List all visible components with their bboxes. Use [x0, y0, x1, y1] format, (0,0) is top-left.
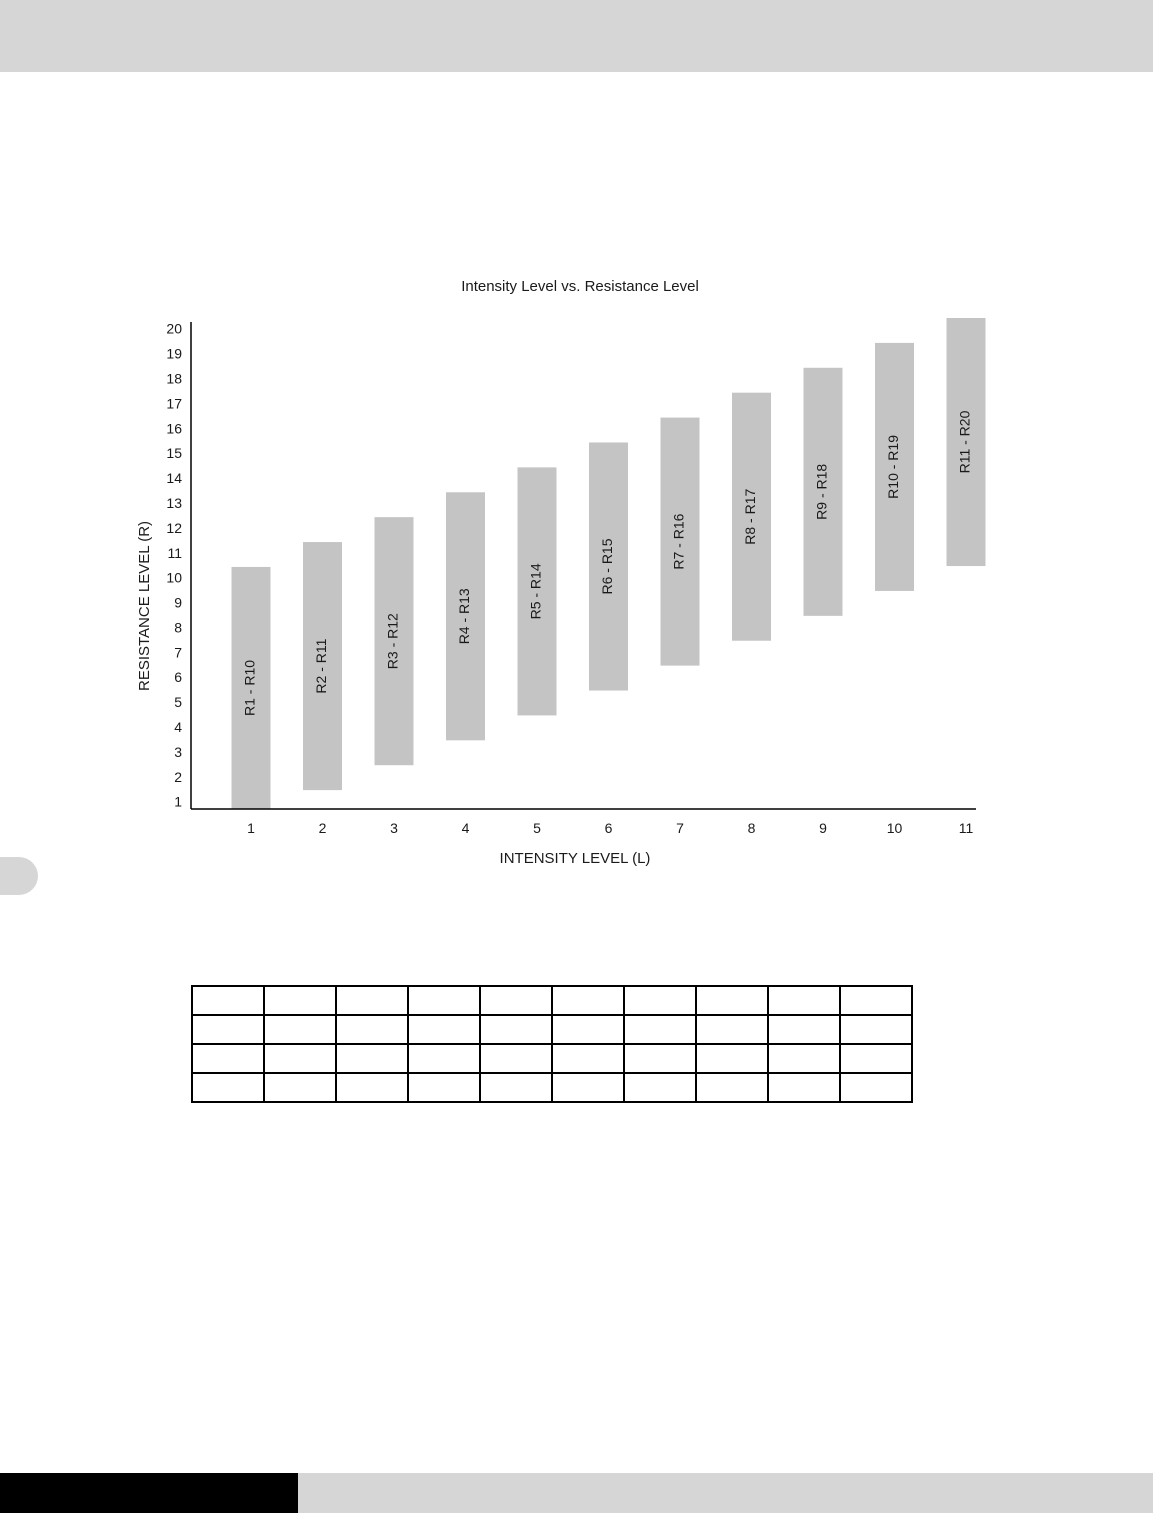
table-cell [840, 1044, 912, 1073]
table-cell [264, 986, 336, 1015]
table-cell [408, 1073, 480, 1102]
range-bar-label: R2 - R11 [313, 638, 330, 694]
table-cell [480, 1015, 552, 1044]
x-tick-labels [247, 820, 973, 836]
table-cell [840, 1015, 912, 1044]
table-cell [264, 1073, 336, 1102]
x-tick-label: 8 [747, 820, 756, 836]
table-cell [624, 1044, 696, 1073]
table-cell [696, 986, 768, 1015]
y-tick-label: 20 [166, 320, 182, 337]
table-cell [192, 1015, 264, 1044]
chart-title: Intensity Level vs. Resistance Level [461, 278, 699, 295]
y-tick-label: 3 [174, 743, 182, 760]
footer-black-block [0, 1473, 298, 1513]
table-row [192, 1044, 912, 1073]
table-row [192, 1015, 912, 1044]
range-bar-label: R10 - R19 [885, 435, 902, 499]
x-tick-label: 1 [247, 820, 255, 836]
table-cell [192, 1044, 264, 1073]
range-bar-label: R5 - R14 [527, 563, 544, 620]
range-bar-label: R7 - R16 [670, 513, 687, 570]
table-cell [768, 986, 840, 1015]
table-cell [408, 1044, 480, 1073]
range-bar-label: R8 - R17 [742, 488, 759, 545]
intensity-resistance-chart [0, 260, 1153, 880]
y-tick-label: 1 [174, 793, 182, 810]
x-tick-label: 5 [533, 820, 541, 836]
table-cell [408, 986, 480, 1015]
x-axis-label: INTENSITY LEVEL (L) [499, 850, 651, 867]
table-cell [840, 986, 912, 1015]
table-cell [552, 1044, 624, 1073]
range-bar-label: R6 - R15 [599, 538, 616, 595]
table-cell [624, 986, 696, 1015]
footer-band [0, 1473, 1153, 1513]
y-tick-label: 6 [174, 669, 182, 686]
x-tick-label: 2 [318, 820, 327, 836]
table-cell [336, 1015, 408, 1044]
y-tick-label: 9 [174, 594, 182, 611]
table-row [192, 986, 912, 1015]
y-tick-label: 12 [166, 519, 182, 536]
y-tick-label: 11 [167, 544, 182, 561]
table-cell [552, 1073, 624, 1102]
x-tick-label: 9 [819, 820, 827, 836]
table-cell [480, 1073, 552, 1102]
y-tick-label: 10 [166, 569, 182, 586]
y-tick-label: 8 [174, 619, 182, 636]
table-cell [408, 1015, 480, 1044]
y-tick-label: 4 [174, 719, 182, 736]
table-cell [768, 1044, 840, 1073]
table-cell [552, 986, 624, 1015]
y-tick-label: 2 [174, 768, 182, 785]
x-tick-label: 10 [886, 820, 903, 836]
range-bar-label: R4 - R13 [456, 588, 473, 645]
table-row [192, 1073, 912, 1102]
header-band [0, 0, 1153, 72]
table-cell [264, 1044, 336, 1073]
table-cell [768, 1073, 840, 1102]
table-cell [696, 1073, 768, 1102]
x-tick-label: 3 [390, 820, 398, 836]
y-axis-label: RESISTANCE LEVEL (R) [136, 520, 153, 692]
y-tick-label: 15 [166, 445, 182, 462]
range-bar-label: R1 - R10 [241, 659, 258, 716]
table-cell [336, 1073, 408, 1102]
table-cell [768, 1015, 840, 1044]
range-bar-label: R11 - R20 [956, 410, 973, 474]
table-cell [696, 1015, 768, 1044]
y-tick-label: 7 [174, 644, 182, 661]
y-tick-label: 17 [166, 395, 182, 412]
x-tick-label: 11 [958, 820, 974, 836]
table-cell [480, 986, 552, 1015]
y-tick-label: 14 [166, 470, 182, 487]
x-tick-label: 7 [676, 820, 684, 836]
y-tick-label: 16 [166, 420, 182, 437]
x-tick-label: 4 [461, 820, 470, 836]
y-tick-labels [166, 321, 182, 810]
table-cell [336, 986, 408, 1015]
table-cell [264, 1015, 336, 1044]
table-cell [696, 1044, 768, 1073]
x-tick-label: 6 [604, 820, 613, 836]
table-cell [840, 1073, 912, 1102]
range-bar-label: R3 - R12 [384, 613, 401, 670]
table-cell [480, 1044, 552, 1073]
y-tick-label: 18 [166, 370, 182, 387]
blank-table [191, 985, 913, 1103]
range-bar-label: R9 - R18 [813, 463, 830, 520]
table-cell [192, 986, 264, 1015]
y-tick-label: 5 [174, 694, 182, 711]
table-cell [624, 1073, 696, 1102]
table-cell [336, 1044, 408, 1073]
table-cell [552, 1015, 624, 1044]
blank-table-body [192, 986, 912, 1102]
table-cell [192, 1073, 264, 1102]
y-tick-label: 13 [166, 494, 182, 511]
table-cell [624, 1015, 696, 1044]
y-tick-label: 19 [166, 345, 182, 362]
